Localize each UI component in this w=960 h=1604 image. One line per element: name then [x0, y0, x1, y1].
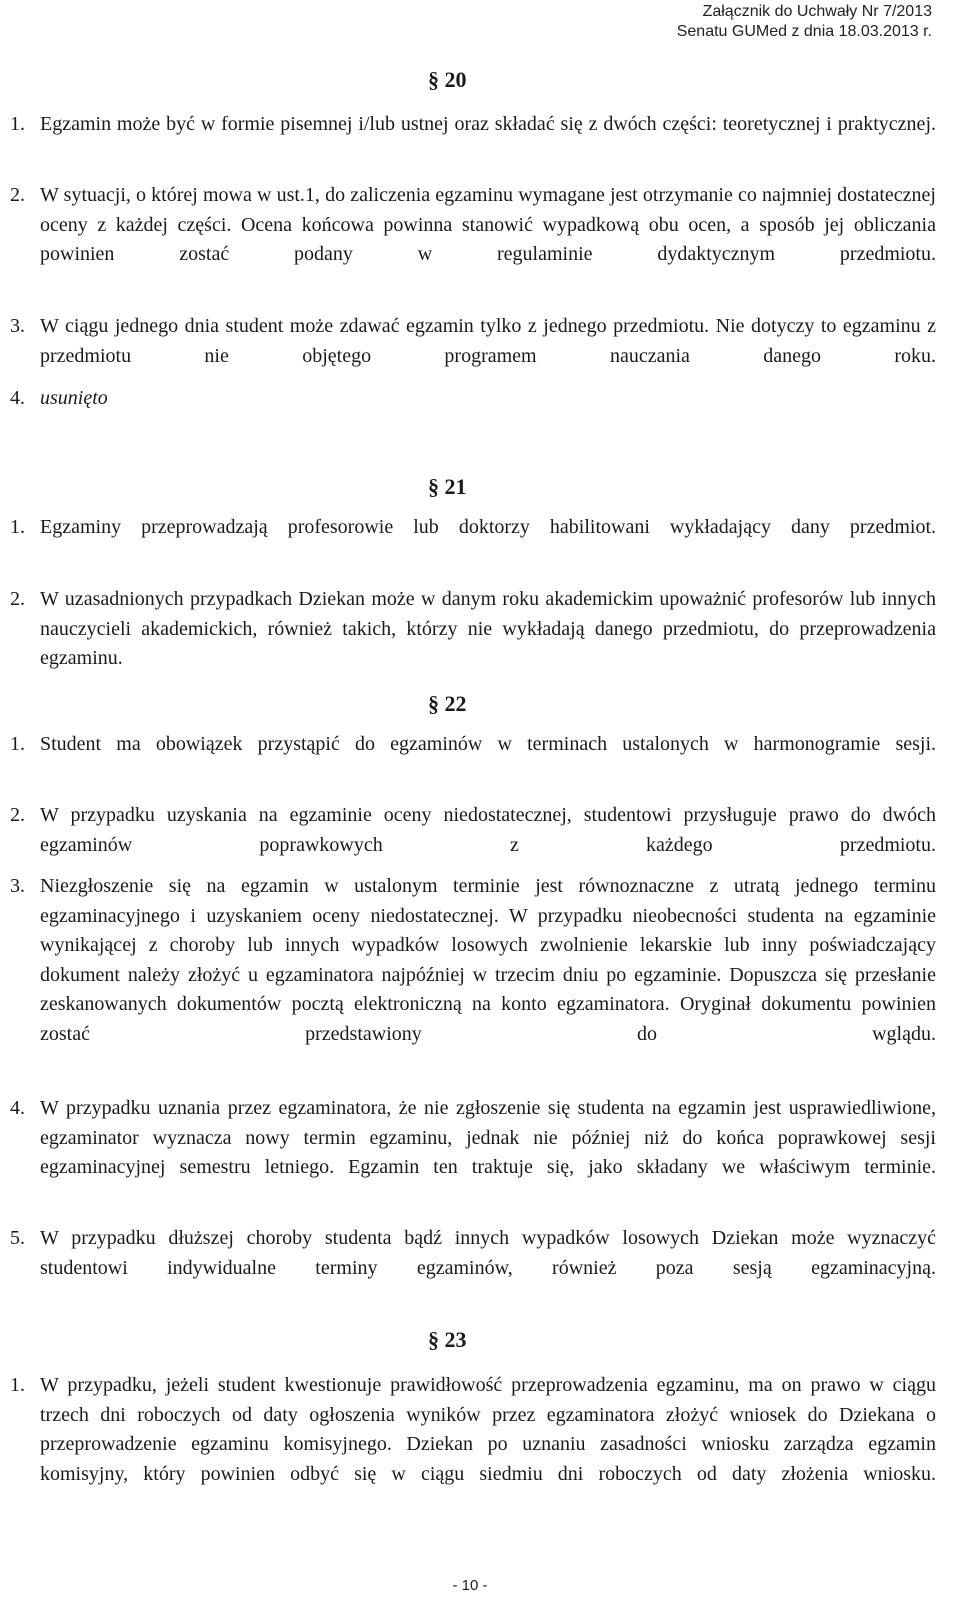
- item-text: usunięto: [40, 387, 108, 409]
- item-number: 2.: [10, 588, 25, 610]
- item-text: Egzaminy przeprowadzają profesorowie lub doktorzy habilitowani wykładający dany przedmiot.: [40, 516, 936, 538]
- section-heading-23: § 23: [428, 1327, 467, 1352]
- page-number: - 10 -: [452, 1577, 488, 1594]
- section-20-item-2: [0, 181, 936, 299]
- item-number: 1.: [10, 113, 25, 135]
- item-number: 3.: [10, 315, 25, 337]
- item-number: 4.: [10, 1097, 25, 1119]
- section-22-item-1: [0, 730, 936, 789]
- item-text: W ciągu jednego dnia student może zdawać egzamin tylko z jednego przedmiotu. Nie dotyczy to egzaminu z przedmiotu nie objętego programem nauczania danego roku.: [40, 315, 936, 367]
- section-heading-22: § 22: [428, 691, 467, 716]
- item-number: 5.: [10, 1227, 25, 1249]
- item-number: 1.: [10, 733, 25, 755]
- item-text: W przypadku uznania przez egzaminatora, że nie zgłoszenie się studenta na egzamin jest usprawiedliwione, egzaminator wyznacza nowy termin egzaminu, jednak nie później niż do końca poprawkowej sesji egzaminacyjnej semestru letniego. Egzamin ten traktuje się, jako składany we właściwym terminie.: [40, 1097, 936, 1178]
- item-text: Niezgłoszenie się na egzamin w ustalonym terminie jest równoznaczne z utratą jednego terminu egzaminacyjnego i uzyskaniem oceny niedostatecznej. W przypadku nieobecności studenta na egzaminie wynikającej z choroby lub innych wypadków losowych zwolnienie lekarskie lub inny poświadczający dokument należy złożyć u egzaminatora najpóźniej w trzecim dniu po egzaminie. Dopuszcza się przesłanie zeskanowanych dokumentów pocztą elektroniczną na konto egzaminatora. Oryginał dokumentu powinien zostać przedstawiony do wglądu.: [40, 875, 936, 1045]
- section-23-item-1: [0, 1371, 936, 1519]
- item-text: W przypadku, jeżeli student kwestionuje prawidłowość przeprowadzenia egzaminu, ma on prawo w ciągu trzech dni roboczych od daty ogłoszenia wyników przez egzaminatora złożyć wniosek do Dziekana o przeprowadzenie egzaminu komisyjnego. Dziekan po uznaniu zasadności wniosku zarządza egzamin komisyjny, który powinien odbyć się w ciągu siedmiu dni roboczych od daty złożenia wniosku.: [40, 1374, 936, 1485]
- section-22-item-4: [0, 1094, 936, 1212]
- item-number: 4.: [10, 387, 25, 409]
- section-22-item-5: [0, 1224, 936, 1313]
- header-line-2: Senatu GUMed z dnia 18.03.2013 r.: [676, 23, 932, 40]
- document-header: [677, 2, 932, 42]
- item-number: 2.: [10, 184, 25, 206]
- item-text: Egzamin może być w formie pisemnej i/lub ustnej oraz składać się z dwóch części: teoretycznej i praktycznej.: [40, 113, 936, 135]
- item-text: W przypadku dłuższej choroby studenta bądź innych wypadków losowych Dziekan może wyznaczyć studentowi indywidualne terminy egzaminów, również poza sesją egzaminacyjną.: [40, 1227, 936, 1279]
- section-21-item-1: [0, 513, 936, 572]
- section-20-item-4: [0, 384, 936, 414]
- item-text: W przypadku uzyskania na egzaminie oceny niedostatecznej, studentowi przysługuje prawo do dwóch egzaminów poprawkowych z każdego przedmiotu.: [40, 804, 936, 856]
- section-20-item-1: [0, 110, 936, 169]
- item-text: W sytuacji, o której mowa w ust.1, do zaliczenia egzaminu wymagane jest otrzymanie co najmniej dostatecznej oceny z każdej części. Ocena końcowa powinna stanowić wypadkową obu ocen, a sposób jej obliczania powinien zostać podany w regulaminie dydaktycznym przedmiotu.: [40, 184, 936, 265]
- header-line-1: Załącznik do Uchwały Nr 7/2013: [702, 3, 932, 20]
- item-text: Student ma obowiązek przystąpić do egzaminów w terminach ustalonych w harmonogramie sesji.: [40, 733, 936, 755]
- section-22-item-3: [0, 872, 936, 1079]
- item-number: 1.: [10, 1374, 25, 1396]
- item-number: 1.: [10, 516, 25, 538]
- section-21-item-2: [0, 585, 936, 703]
- item-number: 2.: [10, 804, 25, 826]
- section-heading-21: § 21: [428, 474, 467, 499]
- item-text: W uzasadnionych przypadkach Dziekan może w danym roku akademickim upoważnić profesorów lub innych nauczycieli akademickich, również takich, którzy nie wykładają danego przedmiotu, do przeprowadzenia egzaminu.: [40, 588, 936, 669]
- item-number: 3.: [10, 875, 25, 897]
